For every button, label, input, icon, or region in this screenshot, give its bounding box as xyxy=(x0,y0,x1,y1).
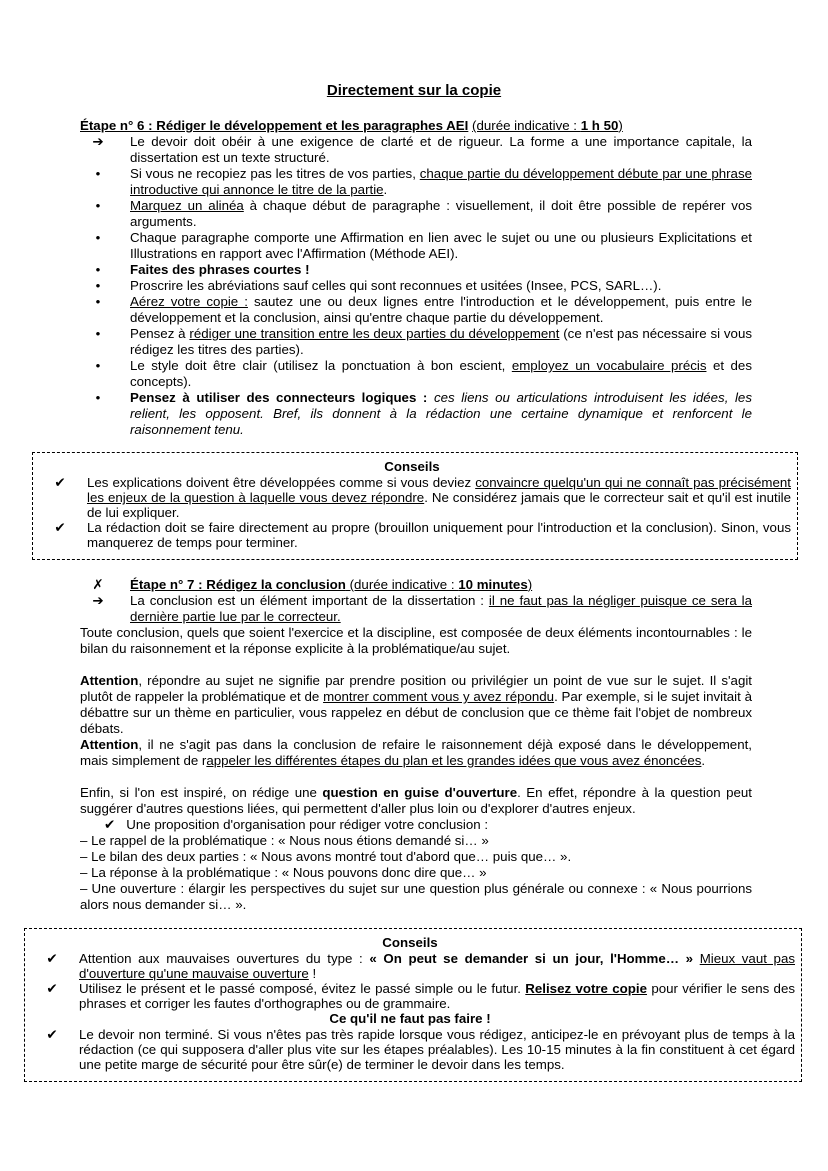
bullet-icon: • xyxy=(95,166,101,181)
text-run: Le devoir non terminé. Si vous n'êtes pas très rapide lorsque vous rédigez, anticipez-le en prévoyant plus de temps à la rédaction (ce qui supposera d'aller plus vite sur les étapes préalables). Les 10-15 minutes à la fin constituent à cet égard une petite marge de sécurité pour être sûr(e) de terminer le devoir dans les temps. xyxy=(79,1027,795,1072)
text-run: Toute conclusion, quels que soient l'exercice et la discipline, est composée de deux éléments incontournables : le bilan du raisonnement et la réponse explicite à la problématique/au sujet. xyxy=(80,625,752,656)
conseils-1-list xyxy=(33,475,791,550)
text-run: Attention xyxy=(80,673,139,688)
conseils-box-2 xyxy=(24,928,802,1082)
text-run: Mieux vaut pas d'ouverture qu'une mauvaise ouverture xyxy=(79,951,795,981)
list-item xyxy=(80,593,752,625)
text-run: rédiger une transition entre les deux parties du développement xyxy=(189,326,560,341)
text-run: Faites des phrases courtes ! xyxy=(130,262,310,277)
conclusion-step-line: – Une ouverture : élargir les perspectives du sujet sur une question plus générale ou connexe : « Nous pourrions alors nous demander si… ». xyxy=(80,881,752,912)
list-item xyxy=(80,134,752,166)
page-title: Directement sur la copie xyxy=(326,82,502,99)
check-icon: ✔ xyxy=(46,981,58,996)
etape7-heading: Étape n° 7 : Rédigez la conclusion xyxy=(130,577,346,592)
text-run: , il ne s'agit pas dans la conclusion de refaire le raisonnement déjà exposé dans le développement, mais simplement de r xyxy=(80,737,752,768)
list-item xyxy=(80,390,752,438)
text-run: . xyxy=(383,182,388,197)
text-run: . En effet, répondre à la question peut suggérer d'autres questions liées, qui permettent d'aller plus loin ou d'explorer d'autres enjeux. xyxy=(80,785,752,816)
list-item xyxy=(33,475,791,520)
list-item xyxy=(33,520,791,550)
bullet-icon: • xyxy=(95,198,101,213)
text-run: Les explications doivent être développées comme si vous deviez xyxy=(87,475,476,490)
text-run: . xyxy=(701,753,706,768)
conclusion-step-line: – La réponse à la problématique : « Nous pouvons donc dire que… » xyxy=(80,865,487,880)
check-icon: ✔ xyxy=(46,1027,58,1042)
conseils-2-list xyxy=(25,951,795,1011)
text-run: Relisez votre copie xyxy=(525,981,648,996)
list-item xyxy=(80,198,752,230)
text-run: « On peut se demander si un jour, l'Homme… » xyxy=(369,951,694,966)
text-run: Pensez à utiliser des connecteurs logiques : xyxy=(130,390,434,405)
bullet-icon: • xyxy=(95,326,101,341)
conclusion-paragraph-1 xyxy=(80,625,752,657)
text-run: pour vérifier le sens des phrases et corriger les fautes d'orthographes ou de grammaire. xyxy=(79,981,795,1011)
proposal-text: Une proposition d'organisation pour rédiger votre conclusion : xyxy=(126,817,489,832)
text-run: convaincre quelqu'un qui ne connaît pas précisément les enjeux de la question à laquelle vous devez répondre xyxy=(87,475,791,505)
text-run: Attention aux mauvaises ouvertures du type : xyxy=(79,951,370,966)
text-run: Le devoir doit obéir à une exigence de clarté et de rigueur. La forme a une importance capitale, la dissertation est un texte structuré. xyxy=(130,134,752,165)
text-run: Pensez à xyxy=(130,326,190,341)
text-run: Enfin, si l'on est inspiré, on rédige une xyxy=(80,785,323,800)
list-item xyxy=(25,1027,795,1072)
etape6-heading: Étape n° 6 : Rédiger le développement et les paragraphes AEI xyxy=(80,118,469,133)
list-item xyxy=(80,294,752,326)
bullet-icon: • xyxy=(95,390,101,405)
text-run: . Ne considérez jamais que le correcteur sait et qu'il est inutile de lui expliquer. xyxy=(87,490,791,520)
text-run: appeler les différentes étapes du plan et les grandes idées que vous avez énoncées xyxy=(206,753,702,768)
text-run: il ne faut pas la négliger puisque ce sera la dernière partie lue par le correcteur. xyxy=(130,593,752,624)
check-icon: ✔ xyxy=(54,520,66,535)
list-item xyxy=(80,326,752,358)
text-run: Si vous ne recopiez pas les titres de vos parties, xyxy=(130,166,420,181)
text-run: montrer comment vous y avez répondu xyxy=(323,689,555,704)
text-run: Attention xyxy=(80,737,139,752)
text-run: Aérez votre copie : xyxy=(130,294,248,309)
text-run: La rédaction doit se faire directement au propre (brouillon uniquement pour l'introduction et la conclusion). Sinon, vous manquerez de temps pour terminer. xyxy=(87,520,791,550)
text-run: chaque partie du développement débute par une phrase introductive qui annonce le titre de la partie xyxy=(130,166,752,197)
conseils-2-list-2 xyxy=(25,1027,795,1072)
text-run: Marquez un alinéa xyxy=(130,198,244,213)
conclusion-steps xyxy=(80,833,752,913)
etape6-heading-line xyxy=(80,118,752,134)
list-item xyxy=(80,262,752,278)
text-run: (ce n'est pas nécessaire si vous rédigez les titres des parties). xyxy=(130,326,752,357)
check-icon: ✔ xyxy=(104,817,116,832)
conclusion-paragraph-3 xyxy=(80,737,752,769)
conclusion-step-line: – Le rappel de la problématique : « Nous nous étions demandé si… » xyxy=(80,833,489,848)
conclusion-step-line: – Le bilan des deux parties : « Nous avons montré tout d'abord que… puis que… ». xyxy=(80,849,572,864)
bullet-icon: • xyxy=(95,294,101,309)
arrow-right-icon: ➔ xyxy=(92,134,104,149)
etape7-heading-line xyxy=(80,577,752,593)
bullet-icon: • xyxy=(95,278,101,293)
list-item xyxy=(25,981,795,1011)
text-run: La conclusion est un élément important de la dissertation : xyxy=(130,593,489,608)
conseils-1-heading: Conseils xyxy=(384,459,440,474)
etape6-section xyxy=(80,118,752,438)
conseils-box-1 xyxy=(32,452,798,560)
arrow-right-icon: ➔ xyxy=(92,593,104,608)
text-run: employez un vocabulaire précis xyxy=(511,358,707,373)
text-run: Chaque paragraphe comporte une Affirmation en lien avec le sujet ou une ou plusieurs Explicitations et Illustrations en rapport avec l'Affirmation (Méthode AEI). xyxy=(130,230,752,261)
list-item xyxy=(80,166,752,198)
text-run: Utilisez le présent et le passé composé, évitez le passé simple ou le futur. xyxy=(79,981,526,996)
bullet-icon: • xyxy=(95,230,101,245)
text-run: à chaque début de paragraphe : visuellement, il doit être possible de repérer vos arguments. xyxy=(130,198,752,229)
etape7-section xyxy=(80,577,752,913)
proposal-line xyxy=(80,817,752,833)
cross-icon: ✗ xyxy=(92,577,104,592)
conclusion-paragraph-2 xyxy=(80,673,752,737)
etape6-duration: (durée indicative : 1 h 50) xyxy=(472,118,623,133)
bullet-icon: • xyxy=(95,358,101,373)
bullet-icon: • xyxy=(95,262,101,277)
etape6-list xyxy=(80,134,752,438)
check-icon: ✔ xyxy=(46,951,58,966)
text-run: question en guise d'ouverture xyxy=(322,785,518,800)
etape7-arrow-list xyxy=(80,593,752,625)
check-icon: ✔ xyxy=(54,475,66,490)
text-run: , répondre au sujet ne signifie par prendre position ou privilégier un point de vue sur le sujet. Il s'agit plutôt de rappeler la problématique et de xyxy=(80,673,752,704)
text-run: sautez une ou deux lignes entre l'introduction et le développement, puis entre le développement et la conclusion, ainsi qu'entre chaque partie du développement. xyxy=(130,294,752,325)
list-item xyxy=(80,230,752,262)
list-item xyxy=(80,358,752,390)
list-item xyxy=(25,951,795,981)
text-run: Proscrire les abréviations sauf celles qui sont reconnues et usitées (Insee, PCS, SARL…). xyxy=(130,278,662,293)
conclusion-paragraph-4 xyxy=(80,785,752,817)
text-run: . Par exemple, si le sujet invitait à débattre sur un thème en particulier, vous rappelez en début de conclusion que ce thème fait l'objet de nombreux débats. xyxy=(80,689,752,736)
text-run xyxy=(693,951,700,966)
list-item xyxy=(80,278,752,294)
text-run: ces liens ou articulations introduisent les idées, les relient, les opposent. Bref, ils donnent à la rédaction une certaine dynamique et renforcent le raisonnement tenu. xyxy=(130,390,752,437)
etape7-duration: (durée indicative : 10 minutes) xyxy=(345,577,533,592)
text-run: et des concepts). xyxy=(130,358,752,389)
text-run: ! xyxy=(308,966,317,981)
text-run: Le style doit être clair (utilisez la ponctuation à bon escient, xyxy=(130,358,512,373)
conseils-2-heading: Conseils xyxy=(382,935,438,950)
conseils-2-subheading: Ce qu'il ne faut pas faire ! xyxy=(329,1011,491,1026)
